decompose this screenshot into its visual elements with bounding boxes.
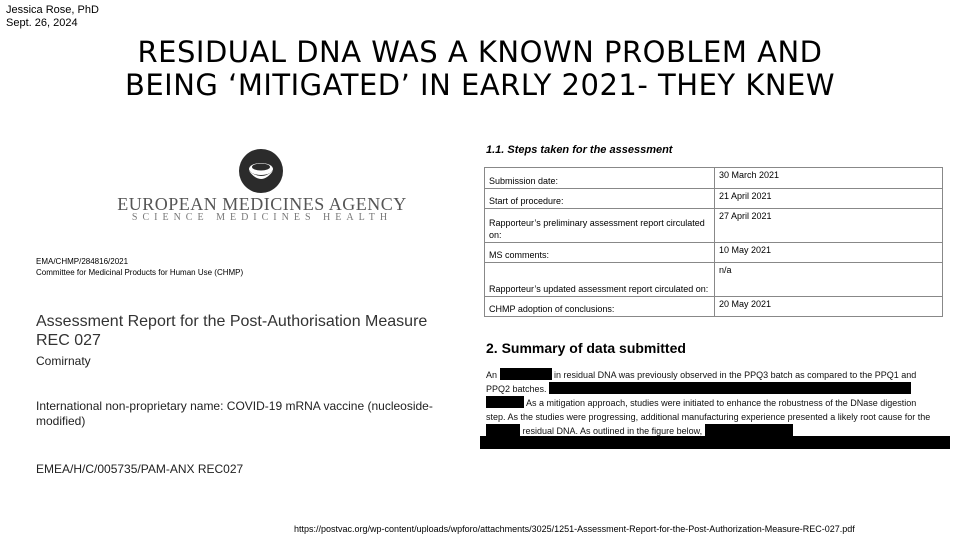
- procedure-number: EMEA/H/C/005735/PAM-ANX REC027: [36, 462, 244, 476]
- steps-heading: 1.1. Steps taken for the assessment: [486, 144, 673, 156]
- product-name: Comirnaty: [36, 354, 91, 368]
- summary-text-part-2: in residual DNA was previously observed in the PPQ3 batch as compared to the PPQ1 and PPQ2 batches.: [486, 370, 917, 394]
- step-label: Submission date:: [485, 168, 715, 189]
- redaction-line: [480, 436, 950, 449]
- step-value: 20 May 2021: [715, 297, 943, 317]
- table-row: [485, 243, 943, 263]
- step-label: Rapporteur’s updated assessment report circulated on:: [485, 263, 715, 297]
- summary-text-part-1: An: [486, 370, 498, 380]
- document-reference: EMA/CHMP/284816/2021: [36, 257, 129, 266]
- step-label: Start of procedure:: [485, 189, 715, 209]
- summary-heading: 2. Summary of data submitted: [486, 340, 686, 356]
- slide-headline: [0, 36, 960, 102]
- author-name: Jessica Rose, PhD: [6, 4, 99, 16]
- report-title-line-2: REC 027: [36, 332, 101, 349]
- author-block: [6, 4, 99, 30]
- steps-table: [484, 167, 943, 317]
- step-value: 10 May 2021: [715, 243, 943, 263]
- redaction-bar: [549, 382, 911, 394]
- step-value: n/a: [715, 263, 943, 297]
- redaction-bar: [705, 424, 793, 436]
- redaction-bar: [486, 424, 520, 436]
- table-row: [485, 297, 943, 317]
- summary-text-part-4: residual DNA. As outlined in the figure below,: [522, 426, 703, 436]
- step-value: 21 April 2021: [715, 189, 943, 209]
- step-value: 30 March 2021: [715, 168, 943, 189]
- report-title: [36, 312, 427, 350]
- table-row: [485, 209, 943, 243]
- table-row: [485, 189, 943, 209]
- headline-line-1: RESIDUAL DNA WAS A KNOWN PROBLEM AND: [137, 35, 823, 69]
- committee-name: Committee for Medicinal Products for Human Use (CHMP): [36, 268, 244, 277]
- table-row: [485, 263, 943, 297]
- agency-tagline: SCIENCE MEDICINES HEALTH: [131, 212, 393, 223]
- step-label: Rapporteur’s preliminary assessment report circulated on:: [485, 209, 715, 243]
- redaction-bar: [486, 396, 524, 408]
- headline-line-2: BEING ‘MITIGATED’ IN EARLY 2021- THEY KNEW: [124, 68, 836, 102]
- source-url: https://postvac.org/wp-content/uploads/wpforo/attachments/3025/1251-Assessment-Report-for-the-Post-Authorization-Measure-REC-027.pdf: [294, 524, 855, 534]
- agency-name: EUROPEAN MEDICINES AGENCY: [117, 194, 407, 214]
- step-label: CHMP adoption of conclusions:: [485, 297, 715, 317]
- step-label: MS comments:: [485, 243, 715, 263]
- table-row: [485, 168, 943, 189]
- summary-paragraph: [486, 368, 938, 438]
- inn-text: International non-proprietary name: COVID-19 mRNA vaccine (nucleoside-modified): [36, 399, 433, 428]
- summary-text-part-3: As a mitigation approach, studies were initiated to enhance the robustness of the DNase digestion step. As the studies were progressing, additional manufacturing experience presented a likely root cause for the: [486, 398, 931, 422]
- report-title-line-1: Assessment Report for the Post-Authorisation Measure: [36, 313, 428, 330]
- ema-logo-icon: [237, 147, 285, 195]
- redaction-bar: [500, 368, 552, 380]
- author-date: Sept. 26, 2024: [6, 17, 78, 29]
- step-value: 27 April 2021: [715, 209, 943, 243]
- reference-block: [36, 256, 243, 278]
